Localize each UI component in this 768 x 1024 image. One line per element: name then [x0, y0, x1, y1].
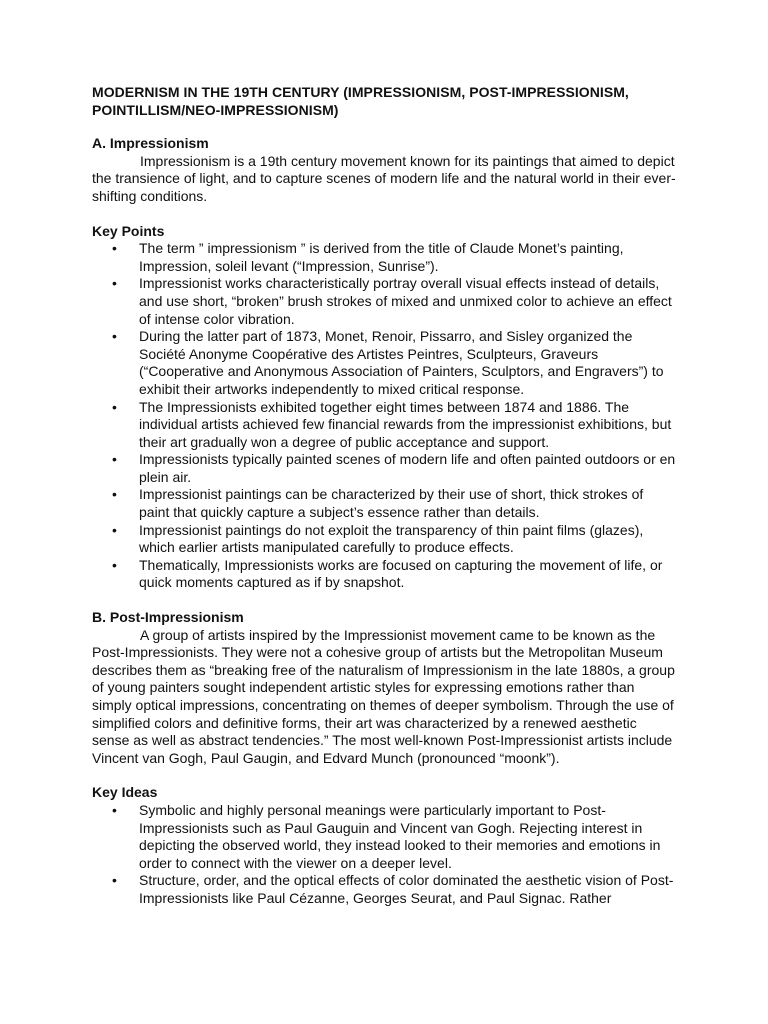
section-impressionism [92, 135, 676, 592]
list-item-text: Symbolic and highly personal meanings were particularly important to Post-Impressionists such as Paul Gauguin and Vincent van Gogh. Rejecting interest in depicting the observed world, they instead looked to their memories and emotions in order to connect with the viewer on a deeper level. [139, 801, 661, 871]
section-b-heading: B. Post-Impressionism [92, 609, 244, 626]
list-item [92, 328, 676, 398]
list-item [92, 522, 676, 557]
bullet-icon: • [112, 398, 117, 415]
bullet-icon: • [112, 451, 117, 468]
bullet-icon: • [112, 872, 117, 889]
list-item [92, 275, 676, 328]
list-item [92, 557, 676, 592]
bullet-icon: • [112, 275, 117, 292]
list-item-text: Thematically, Impressionists works are focused on capturing the movement of life, or quick moments captured as if by snapshot. [139, 556, 663, 591]
list-item [92, 451, 676, 486]
bullet-icon: • [112, 556, 117, 573]
section-a-paragraph: Impressionism is a 19th century movement known for its paintings that aimed to depict the transience of light, and to capture scenes of modern life and the natural world in their ever-shifting conditions. [92, 152, 676, 204]
list-item [92, 399, 676, 452]
key-points-list [92, 240, 676, 592]
list-item [92, 486, 676, 521]
bullet-icon: • [112, 801, 117, 818]
document-body [92, 84, 676, 908]
list-item-text: Impressionist works characteristically portray overall visual effects instead of details, and use short, “broken” brush strokes of mixed and unmixed color to achieve an effect of intense color vibration. [139, 275, 672, 327]
list-item [92, 802, 676, 872]
list-item-text: The Impressionists exhibited together eight times between 1874 and 1886. The individual artists achieved few financial rewards from the impressionist exhibitions, but their art gradually won a degree of public acceptance and support. [139, 398, 672, 450]
bullet-icon: • [112, 486, 117, 503]
list-item-text: The term ” impressionism ” is derived from the title of Claude Monet’s painting, Impression, soleil levant (“Impression, Sunrise”). [139, 240, 624, 274]
list-item-text: Impressionists typically painted scenes of modern life and often painted outdoors or en plein air. [139, 451, 676, 485]
bullet-icon: • [112, 328, 117, 345]
bullet-icon: • [112, 240, 117, 257]
section-a-heading: A. Impressionism [92, 135, 209, 152]
list-item-text: During the latter part of 1873, Monet, Renoir, Pissarro, and Sisley organized the Société Anonyme Coopérative des Artistes Peintres, Sculpteurs, Graveurs (“Cooperative and Anonymous Association of Painters, Sculptors, and Engravers”) to exhibit their artworks independently to mixed critical response. [139, 328, 664, 397]
section-b-paragraph: A group of artists inspired by the Impressionist movement came to be known as the Post-Impressionists. They were not a cohesive group of artists but the Metropolitan Museum describes them as “breaking free of the naturalism of Impressionism in the late 1880s, a group of young painters sought independent artistic styles for expressing emotions rather than simply optical impressions, concentrating on themes of deeper symbolism. Through the use of simplified colors and definitive forms, their art was characterized by a renewed aesthetic sense as well as abstract tendencies.” The most well-known Post-Impressionist artists include Vincent van Gogh, Paul Gaugin, and Edvard Munch (pronounced “moonk”). [92, 626, 675, 766]
list-item [92, 240, 676, 275]
section-post-impressionism [92, 609, 676, 908]
key-ideas-heading: Key Ideas [92, 784, 158, 801]
list-item [92, 872, 676, 907]
document-title: MODERNISM IN THE 19TH CENTURY (IMPRESSIONISM, POST-IMPRESSIONISM, POINTILLISM/NEO-IMPRESSIONISM) [92, 84, 629, 118]
bullet-icon: • [112, 521, 117, 538]
list-item-text: Impressionist paintings can be characterized by their use of short, thick strokes of paint that quickly capture a subject’s essence rather than details. [139, 486, 644, 521]
list-item-text: Structure, order, and the optical effects of color dominated the aesthetic vision of Post-Impressionists like Paul Cézanne, Georges Seurat, and Paul Signac. Rather [139, 872, 674, 906]
key-ideas-list [92, 802, 676, 908]
list-item-text: Impressionist paintings do not exploit the transparency of thin paint films (glazes), which earlier artists manipulated carefully to produce effects. [139, 521, 644, 556]
key-points-heading: Key Points [92, 222, 165, 239]
